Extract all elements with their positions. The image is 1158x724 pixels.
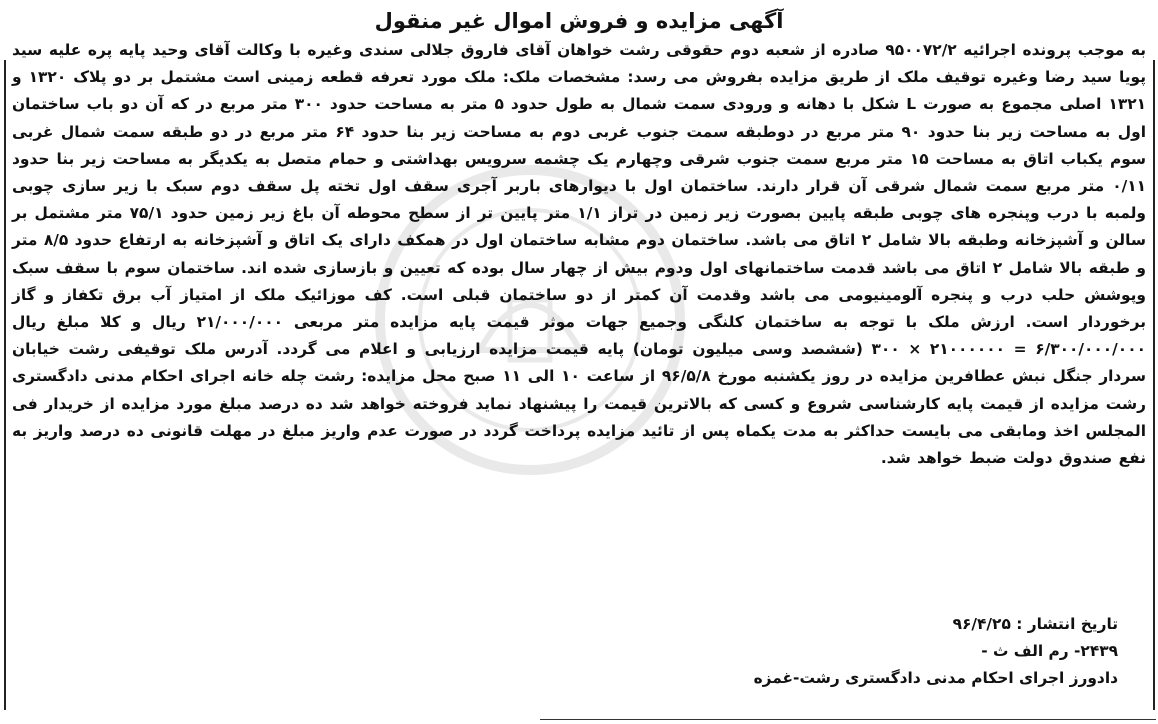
bottom-border-rule: [540, 719, 1156, 720]
signature-line: دادورز اجرای احکام مدنی دادگستری رشت-غمزه: [753, 669, 1118, 688]
notice-footer: [754, 611, 1118, 693]
notice-title: آگهی مزایده و فروش اموال غیر منقول: [374, 9, 784, 33]
publish-date: تاریخ انتشار : ۹۶/۴/۲۵: [952, 615, 1118, 633]
reference-code: ۲۴۳۹- رم الف ث -: [981, 642, 1118, 661]
notice-body: به موجب پرونده اجرائیه ۹۵۰۰۷۲/۲ صادره از شعبه دوم حقوقی رشت خواهان آقای فاروق جلالی سندی وغیره با وکالت آقای وحید پایه پره علیه سید پویا سید رضا وغیره توقیف ملک از طریق مزایده بفروش می رسد: مشخصات ملک: ملک مورد تعرفه قطعه زمینی است مشتمل بر دو پلاک ۱۳۲۰ و ۱۳۲۱ اصلی مجموع به صورت L شکل با دهانه و ورودی سمت شمال به طول حدود ۵ متر به مساحت حدود ۳۰۰ متر مربع در که آن دو باب ساختمان اول به مساحت زیر بنا حدود ۹۰ متر مربع در دوطبقه سمت جنوب غربی دوم به مساحت زیر بنا حدود ۶۴ متر مربع در دو طبقه سمت شمال غربی سوم یکباب اتاق به مساحت ۱۵ متر مربع سمت جنوب شرقی وچهارم یک چشمه سرویس بهداشتی و حمام متصل به یکدیگر به مساحت زیر بنا حدود ۰/۱۱ متر مربع سمت شمال شرقی آن قرار دارند. ساختمان اول با دیوارهای باربر آجری سقف اول تخته پل سقف دوم سبک با زیر سازی چوبی ولمبه با درب وپنجره های چوبی طبقه پایین بصورت زیر زمین در تراز ۱/۱ متر پایین تر از سطح محوطه آن باغ زیر زمین حدود ۷۵/۱ متر مشتمل بر سالن و آشپزخانه وطبقه بالا شامل ۲ اتاق می باشد. ساختمان دوم مشابه ساختمان اول در همکف دارای یک اتاق و آشپزخانه به ارتفاع حدود ۸/۵ متر و طبقه بالا شامل ۲ اتاق می باشد قدمت ساختمانهای اول ودوم بیش از چهار سال بوده که تعیین و بازسازی شده اند. ساختمان سوم با سقف سبک وپوشش حلب درب و پنجره آلومینیومی می باشد وقدمت آن کمتر از دو ساختمان قبلی است. کف موزائیک ملک از امتیاز آب برق تکفاز و گاز برخوردار است. ارزش ملک با توجه به ساختمان کلنگی وجمیع جهات موثر قیمت پایه مزایده متر مربعی ۲۱/۰۰۰/۰۰۰ ریال و کلا مبلغ ریال ۶/۳۰۰/۰۰۰/۰۰۰ = ۲۱۰۰۰۰۰۰ × ۳۰۰ (ششصد وسی میلیون تومان) پایه قیمت مزایده ارزیابی و اعلام می گردد. آدرس ملک توقیفی رشت خیابان سردار جنگل نبش عطافرین مزایده در روز یکشنبه مورخ ۹۶/۵/۸ از ساعت ۱۰ الی ۱۱ صبح محل مزایده: رشت چله خانه اجرای احکام مدنی دادگستری رشت مزایده از قیمت پایه کارشناسی شروع و کسی که بالاترین قیمت را پیشنهاد نماید فروخته خواهد شد ده درصد مبلغ مورد مزایده از خریدار فی المجلس اخذ ومابقی می بایست حداکثر به مدت یکماه پس از تائید مزایده پرداخت گردد در صورت عدم واریز مبلغ در مهلت قانونی ده درصد واریز به نفع صندوق دولت ضبط خواهد شد.: [12, 41, 1147, 468]
left-border-rule: [4, 60, 6, 710]
right-border-rule: [1153, 60, 1155, 710]
